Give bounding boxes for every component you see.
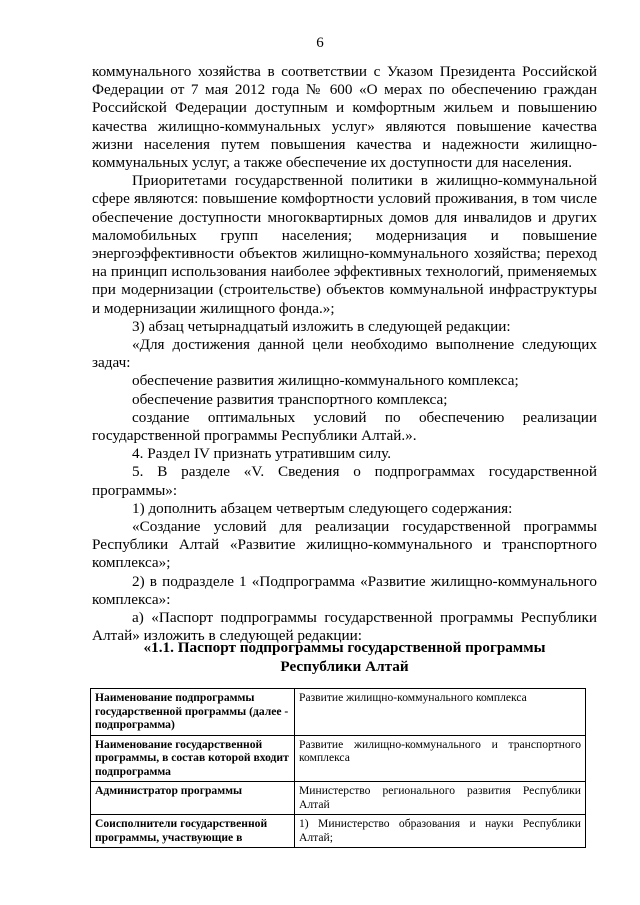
row-value: 1) Министерство образования и науки Республики Алтай; (295, 815, 586, 848)
paragraph: обеспечение развития жилищно-коммунального комплекса; (132, 372, 519, 390)
table-row (91, 689, 586, 736)
table-row (91, 782, 586, 815)
paragraph: 5. В разделе «V. Сведения о подпрограммах государственной программы»: (92, 463, 597, 499)
paragraph: обеспечение развития транспортного комплекса; (132, 390, 448, 408)
paragraph: а) «Паспорт подпрограммы государственной программы Республики Алтай» изложить в следующей редакции: (92, 609, 597, 645)
paragraph: «Создание условий для реализации государственной программы Республики Алтай «Развитие жилищно-коммунального и транспортного комплекса»; (92, 518, 597, 572)
page-number: 6 (316, 35, 324, 51)
row-value: Министерство регионального развития Республики Алтай (295, 782, 586, 815)
paragraph: 2) в подразделе 1 «Подпрограмма «Развитие жилищно-коммунального комплекса»: (92, 572, 597, 608)
section-title (92, 639, 597, 676)
body-text (92, 63, 597, 646)
section-title-line-2: Республики Алтай (280, 657, 409, 675)
paragraph: 3) абзац четырнадцатый изложить в следующей редакции: (132, 317, 511, 335)
table-row (91, 735, 586, 782)
row-label: Наименование подпрограммы государственной программы (далее - подпрограмма) (91, 689, 295, 736)
paragraph: 4. Раздел IV признать утратившим силу. (132, 445, 392, 463)
paragraph: коммунального хозяйства в соответствии с Указом Президента Российской Федерации от 7 мая 2012 года № 600 «О мерах по обеспечению граждан Российской Федерации доступным и комфортным жильем и повышению качества жилищно-коммунальных услуг» являются повышение качества жизни населения путем повышения качества и надежности жилищно-коммунальных услуг, а также обеспечение их доступности для населения. (92, 63, 597, 172)
table-row (91, 815, 586, 848)
paragraph: «Для достижения данной цели необходимо выполнение следующих задач: (92, 336, 597, 372)
row-value: Развитие жилищно-коммунального комплекса (295, 689, 586, 736)
passport-table (90, 688, 586, 848)
paragraph: Приоритетами государственной политики в жилищно-коммунальной сфере являются: повышение комфортности условий проживания, в том числе обеспечение доступности многоквартирных домов для инвалидов и других маломобильных групп населения; модернизация и повышение энергоэффективности объектов жилищно-коммунального хозяйства; переход на принцип использования наиболее эффективных технологий, применяемых при модернизации (строительстве) объектов коммунальной инфраструктуры и модернизации жилищного фонда.»; (92, 172, 597, 317)
paragraph: создание оптимальных условий по обеспечению реализации государственной программы Республики Алтай.». (92, 408, 597, 445)
row-label: Соисполнители государственной программы, участвующие в (91, 815, 295, 848)
paragraph: 1) дополнить абзацем четвертым следующего содержания: (132, 499, 513, 517)
row-label: Наименование государственной программы, в состав которой входит подпрограмма (91, 735, 295, 782)
section-title-line-1: «1.1. Паспорт подпрограммы государственной программы (143, 639, 546, 656)
row-label: Администратор программы (91, 782, 295, 815)
row-value: Развитие жилищно-коммунального и транспортного комплекса (295, 735, 586, 782)
